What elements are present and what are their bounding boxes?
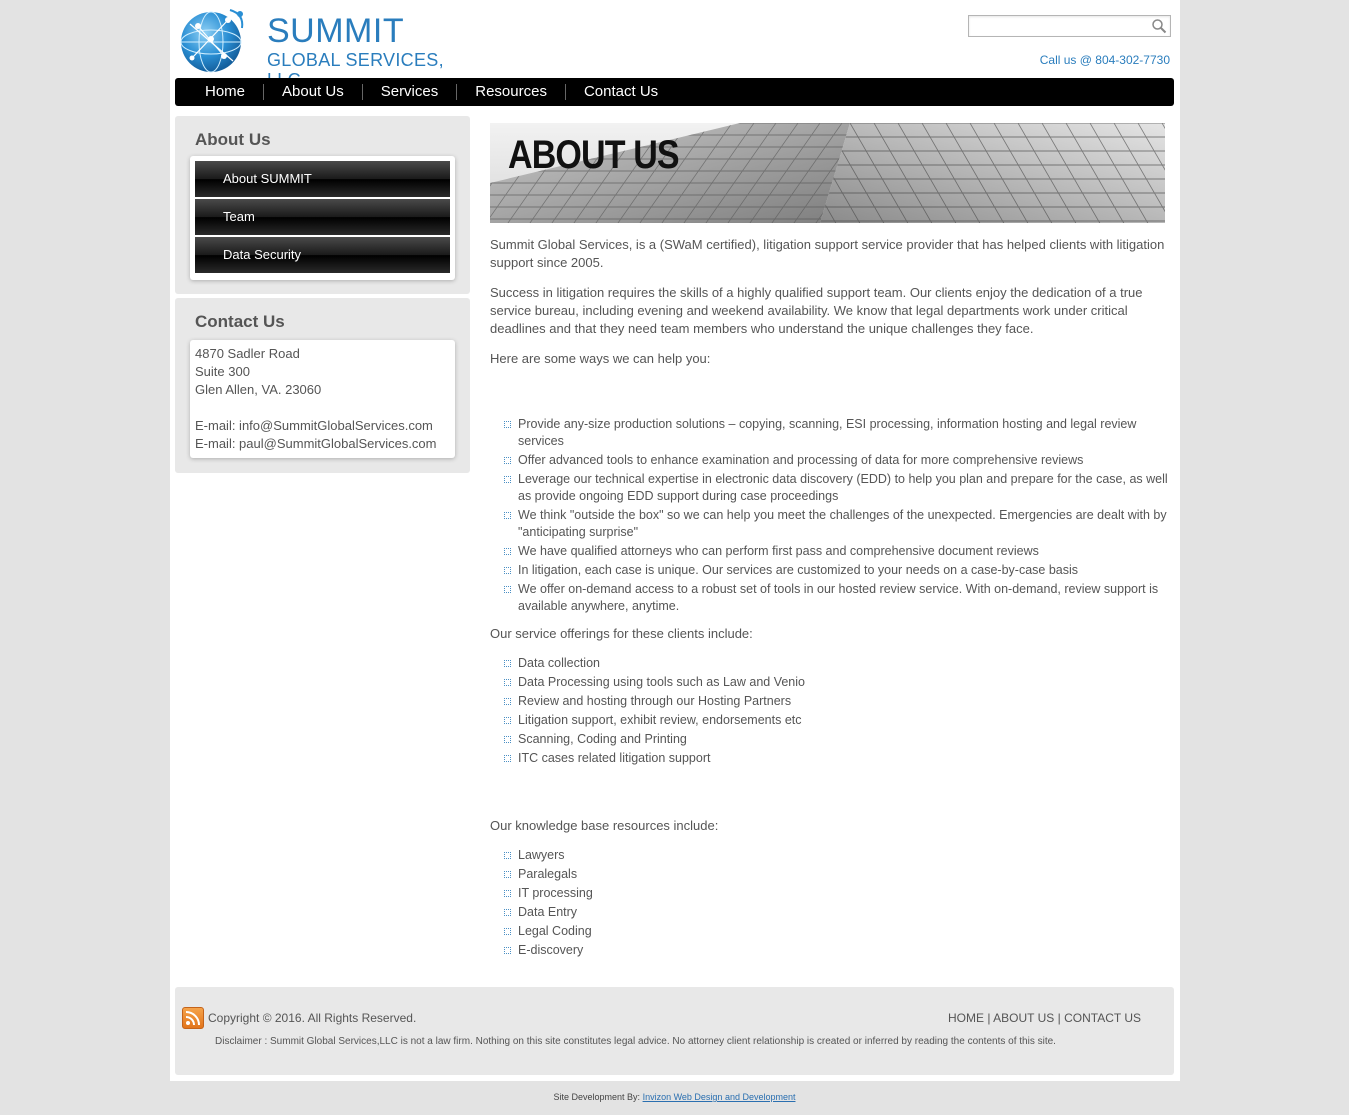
nav-about-us[interactable]: About Us <box>282 83 344 100</box>
list-item <box>504 452 1170 469</box>
search-input[interactable] <box>969 16 1149 36</box>
contact-card <box>190 340 455 458</box>
about-us-banner <box>490 123 1165 223</box>
sidebar-item-about-summit[interactable]: About SUMMIT <box>195 161 450 197</box>
nav-home[interactable]: Home <box>205 83 246 100</box>
list-item-text: E-discovery <box>518 943 584 957</box>
list-item <box>504 942 1170 959</box>
search-box <box>968 15 1171 37</box>
list-item-text: Data Entry <box>518 905 578 919</box>
footer-link-contact-us[interactable]: CONTACT US <box>1064 1011 1141 1025</box>
list-item <box>504 507 1170 541</box>
bullet-icon <box>504 548 511 555</box>
bullet-icon <box>504 567 511 574</box>
list-item-text: Data Processing using tools such as Law and Venio <box>518 675 805 689</box>
offerings-heading: Our service offerings for these clients include: <box>490 626 753 641</box>
bullet-icon <box>504 736 511 743</box>
site-dev-label: Site Development By: <box>553 1092 641 1102</box>
list-item-text: Paralegals <box>518 867 578 881</box>
list-item-text: Review and hosting through our Hosting Partners <box>518 694 792 708</box>
footer-links <box>948 1011 1141 1025</box>
list-item <box>504 655 1170 672</box>
list-item <box>504 712 1170 729</box>
list-item-text: We have qualified attorneys who can perform first pass and comprehensive document reviews <box>518 544 1039 558</box>
bullet-icon <box>504 660 511 667</box>
bullet-icon <box>504 586 511 593</box>
banner-title: ABOUT US <box>508 133 679 177</box>
footer <box>175 987 1174 1075</box>
sidebar-about-title: About Us <box>195 130 271 149</box>
list-item <box>504 923 1170 940</box>
list-item-text: Provide any-size production solutions – copying, scanning, ESI processing, information hosting and legal review services <box>518 417 1137 448</box>
logo-subtitle: GLOBAL SERVICES, <box>267 50 444 70</box>
list-item-text: Legal Coding <box>518 924 592 938</box>
rss-icon[interactable] <box>182 1007 204 1029</box>
list-item <box>504 562 1170 579</box>
site-dev-link[interactable]: Invizon Web Design and Development <box>642 1092 796 1102</box>
bullet-icon <box>504 947 511 954</box>
list-item-text: Litigation support, exhibit review, endorsements etc <box>518 713 802 727</box>
page-container <box>170 0 1180 1081</box>
list-item <box>504 693 1170 710</box>
list-item-text: Scanning, Coding and Printing <box>518 732 687 746</box>
list-item <box>504 904 1170 921</box>
nav-resources[interactable]: Resources <box>475 83 547 100</box>
contact-address-line: Glen Allen, VA. 23060 <box>195 382 322 397</box>
list-item <box>504 674 1170 691</box>
resources-list <box>504 847 1170 959</box>
site-development-credit <box>0 1092 1349 1102</box>
sidebar-about-box <box>175 116 470 294</box>
site-logo[interactable] <box>178 6 468 74</box>
sidebar-contact-title: Contact Us <box>195 312 285 331</box>
sidebar-item-data-security[interactable]: Data Security <box>195 237 450 273</box>
bullet-icon <box>504 512 511 519</box>
main-nav <box>175 78 1174 106</box>
bullet-icon <box>504 717 511 724</box>
bullet-icon <box>504 852 511 859</box>
list-item-text: We think "outside the box" so we can help you meet the challenges of the unexpected. Emergencies are dealt with by "anticipating surprise" <box>518 508 1167 539</box>
contact-spacer <box>195 399 450 417</box>
list-item <box>504 731 1170 748</box>
contact-address-line: Suite 300 <box>195 364 250 379</box>
footer-link-home[interactable]: HOME <box>948 1011 985 1025</box>
offerings-list <box>504 655 1170 767</box>
bullet-icon <box>504 679 511 686</box>
list-item <box>504 581 1170 615</box>
bullet-icon <box>504 890 511 897</box>
sidebar-contact-box <box>175 298 470 473</box>
list-item <box>504 847 1170 864</box>
contact-email-info[interactable]: E-mail: info@SummitGlobalServices.com <box>195 418 433 433</box>
list-item <box>504 471 1170 505</box>
list-item-text: IT processing <box>518 886 593 900</box>
nav-services[interactable]: Services <box>380 83 439 100</box>
sidebar-item-team[interactable]: Team <box>195 199 450 235</box>
logo-title: SUMMIT <box>267 12 405 50</box>
disclaimer-text: Disclaimer : Summit Global Services,LLC is not a law firm. Nothing on this site constitutes legal advice. No attorney client relationship is created or inferred by reading the contents of this site. <box>215 1036 1056 1047</box>
list-item-text: In litigation, each case is unique. Our services are customized to your needs on a case-by-case basis <box>518 563 1079 577</box>
bullet-icon <box>504 421 511 428</box>
ways-list <box>504 416 1170 615</box>
ways-heading: Here are some ways we can help you: <box>490 351 711 366</box>
call-us-phone: Call us @ 804-302-7730 <box>1039 53 1170 67</box>
globe-logo-icon <box>178 6 246 74</box>
bullet-icon <box>504 871 511 878</box>
list-item-text: Lawyers <box>518 848 565 862</box>
footer-link-about-us[interactable]: ABOUT US <box>993 1011 1055 1025</box>
bullet-icon <box>504 476 511 483</box>
list-item-text: We offer on-demand access to a robust set of tools in our hosted review service. With on-demand, review support is available anywhere, anytime. <box>518 582 1159 613</box>
bullet-icon <box>504 928 511 935</box>
footer-link-separator: | <box>987 1011 991 1025</box>
success-paragraph: Success in litigation requires the skills of a highly qualified support team. Our clients enjoy the dedication of a true service bureau, including evening and weekend availability. We know that legal departments work under critical deadlines and that they need team members who understand the unique challenges they face. <box>490 285 1143 336</box>
list-item <box>504 750 1170 767</box>
list-item-text: Offer advanced tools to enhance examination and processing of data for more comprehensive reviews <box>518 453 1084 467</box>
resources-heading: Our knowledge base resources include: <box>490 818 719 833</box>
bullet-icon <box>504 698 511 705</box>
list-item-text: ITC cases related litigation support <box>518 751 711 765</box>
list-item <box>504 416 1170 450</box>
intro-paragraph: Summit Global Services, is a (SWaM certified), litigation support service provider that has helped clients with litigation support since 2005. <box>490 237 1165 270</box>
contact-email-paul[interactable]: E-mail: paul@SummitGlobalServices.com <box>195 436 437 451</box>
footer-link-separator: | <box>1057 1011 1061 1025</box>
nav-contact-us[interactable]: Contact Us <box>583 83 659 100</box>
copyright-text: Copyright © 2016. All Rights Reserved. <box>208 1011 417 1025</box>
list-item-text: Data collection <box>518 656 600 670</box>
list-item-text: Leverage our technical expertise in electronic data discovery (EDD) to help you plan and prepare for the case, as well as provide ongoing EDD support during case proceedings <box>518 472 1168 503</box>
bullet-icon <box>504 457 511 464</box>
list-item <box>504 885 1170 902</box>
contact-address-line: 4870 Sadler Road <box>195 346 300 361</box>
list-item <box>504 543 1170 560</box>
search-icon[interactable] <box>1151 18 1167 34</box>
bullet-icon <box>504 909 511 916</box>
main-content <box>490 236 1170 969</box>
sidebar-about-menu <box>190 156 455 280</box>
bullet-icon <box>504 755 511 762</box>
list-item <box>504 866 1170 883</box>
